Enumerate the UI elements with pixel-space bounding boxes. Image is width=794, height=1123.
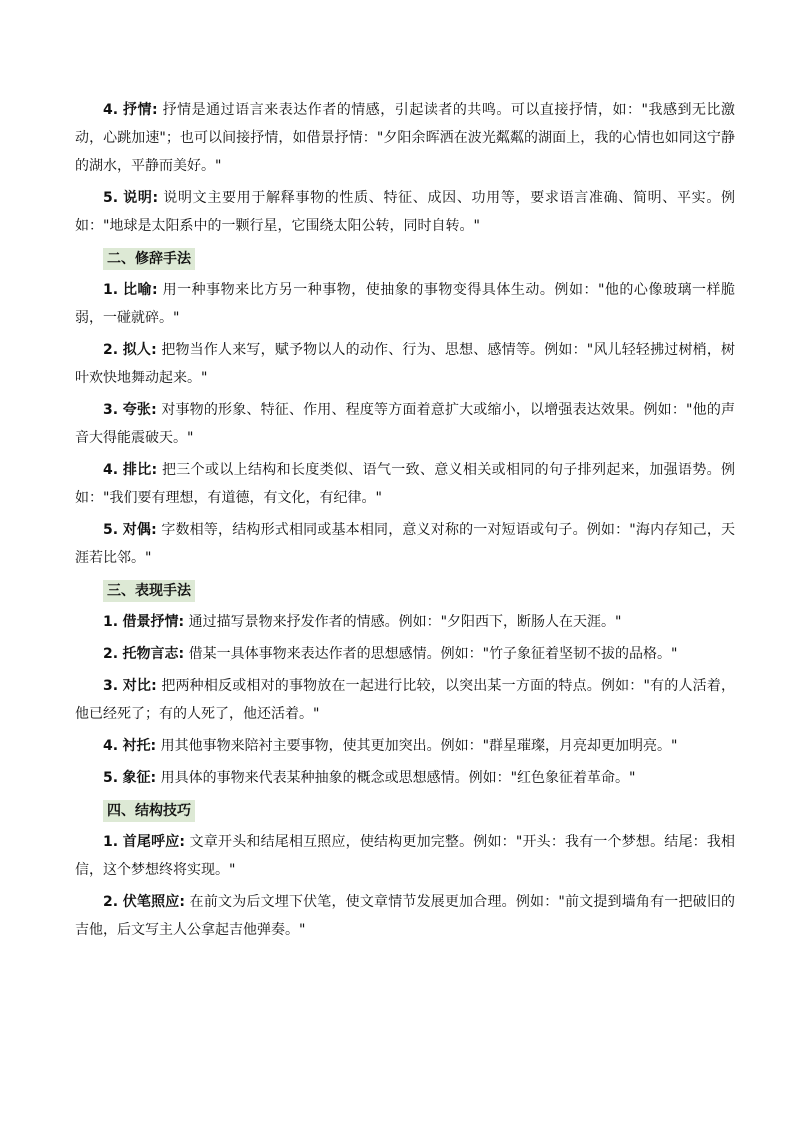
paragraph-item: [75, 764, 735, 792]
item-text: 对事物的形象、特征、作用、程度等方面着意扩大或缩小，以增强表达效果。例如："他的声音大得能震破天。": [75, 402, 736, 446]
item-term: 借景抒情:: [122, 614, 185, 630]
item-text: 字数相等，结构形式相同或基本相同，意义对称的一对短语或句子。例如："海内存知己，天涯若比邻。": [75, 522, 736, 566]
item-number: 2.: [103, 646, 119, 662]
section-heading-wrap: [103, 244, 735, 272]
item-number: 2.: [103, 342, 119, 358]
item-number: 3.: [103, 678, 119, 694]
item-text: 把两种相反或相对的事物放在一起进行比较，以突出某一方面的特点。例如："有的人活着，他已经死了；有的人死了，他还活着。": [75, 678, 736, 722]
paragraph-item: [75, 672, 735, 728]
item-term: 衬托:: [122, 738, 157, 754]
item-text: 用其他事物来陪衬主要事物，使其更加突出。例如："群星璀璨，月亮却更加明亮。": [160, 738, 678, 754]
item-term: 夸张:: [122, 402, 157, 418]
item-text: 文章开头和结尾相互照应，使结构更加完整。例如："开头：我有一个梦想。结尾：我相信，这个梦想终将实现。": [75, 834, 736, 878]
item-term: 抒情:: [123, 102, 158, 118]
item-number: 3.: [103, 402, 119, 418]
item-text: 把三个或以上结构和长度类似、语气一致、意义相关或相同的句子排列起来，加强语势。例如："我们要有理想，有道德，有文化，有纪律。": [75, 462, 736, 506]
item-text: 把物当作人来写，赋予物以人的动作、行为、思想、感情等。例如："风儿轻轻拂过树梢，树叶欢快地舞动起来。": [75, 342, 736, 386]
section-heading: 三、表现手法: [103, 580, 195, 602]
item-term: 象征:: [122, 770, 157, 786]
item-number: 4.: [103, 462, 119, 478]
item-term: 比喻:: [123, 282, 158, 298]
document-body: [75, 96, 735, 948]
paragraph-item: [75, 276, 735, 332]
paragraph-item: [75, 608, 735, 636]
item-number: 5.: [103, 770, 119, 786]
paragraph-item: [75, 640, 735, 668]
paragraph-item: [75, 828, 735, 884]
item-number: 1.: [103, 834, 119, 850]
item-text: 用具体的事物来代表某种抽象的概念或思想感情。例如："红色象征着革命。": [160, 770, 636, 786]
paragraph-item: [75, 96, 735, 180]
paragraph-item: [75, 732, 735, 760]
item-number: 1.: [103, 282, 119, 298]
item-number: 5.: [103, 190, 119, 206]
item-term: 对比:: [122, 678, 157, 694]
item-text: 借某一具体事物来表达作者的思想感情。例如："竹子象征着坚韧不拔的品格。": [188, 646, 678, 662]
section-heading: 二、修辞手法: [103, 248, 195, 270]
paragraph-item: [75, 184, 735, 240]
item-text: 通过描写景物来抒发作者的情感。例如："夕阳西下，断肠人在天涯。": [188, 614, 622, 630]
section-heading-wrap: [103, 576, 735, 604]
item-term: 托物言志:: [122, 646, 185, 662]
item-text: 用一种事物来比方另一种事物，使抽象的事物变得具体生动。例如："他的心像玻璃一样脆弱，一碰就碎。": [75, 282, 736, 326]
paragraph-item: [75, 516, 735, 572]
item-text: 说明文主要用于解释事物的性质、特征、成因、功用等，要求语言准确、简明、平实。例如："地球是太阳系中的一颗行星，它围绕太阳公转，同时自转。": [75, 190, 736, 234]
paragraph-item: [75, 396, 735, 452]
item-term: 伏笔照应:: [122, 894, 186, 910]
paragraph-item: [75, 456, 735, 512]
item-text: 在前文为后文埋下伏笔，使文章情节发展更加合理。例如："前文提到墙角有一把破旧的吉他，后文写主人公拿起吉他弹奏。": [75, 894, 736, 938]
section-heading: 四、结构技巧: [103, 800, 195, 822]
item-number: 5.: [103, 522, 119, 538]
item-term: 拟人:: [122, 342, 157, 358]
paragraph-item: [75, 888, 735, 944]
item-number: 1.: [103, 614, 119, 630]
item-term: 排比:: [122, 462, 158, 478]
item-term: 对偶:: [122, 522, 157, 538]
section-heading-wrap: [103, 796, 735, 824]
item-number: 2.: [103, 894, 119, 910]
item-term: 首尾呼应:: [122, 834, 186, 850]
item-number: 4.: [103, 738, 119, 754]
item-text: 抒情是通过语言来表达作者的情感，引起读者的共鸣。可以直接抒情，如："我感到无比激动，心跳加速"；也可以间接抒情，如借景抒情："夕阳余晖洒在波光粼粼的湖面上，我的心情也如同这宁静的湖水，平静而美好。": [75, 102, 736, 174]
item-number: 4.: [103, 102, 119, 118]
paragraph-item: [75, 336, 735, 392]
item-term: 说明:: [123, 190, 159, 206]
